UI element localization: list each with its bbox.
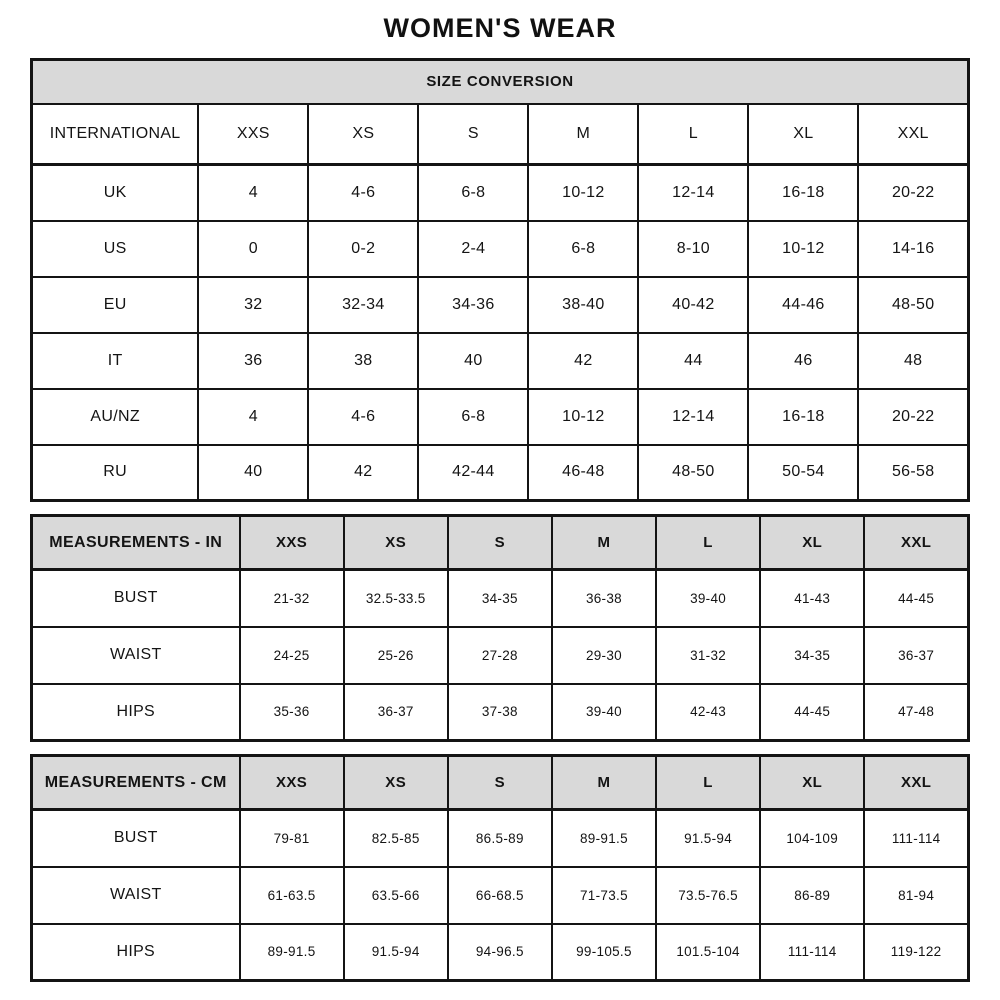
value-cell: 104-109 — [760, 810, 864, 867]
value-cell: 32 — [198, 277, 308, 333]
value-cell: 44-45 — [760, 684, 864, 741]
table-row — [32, 221, 969, 277]
table-row — [32, 627, 969, 684]
value-cell: 10-12 — [748, 221, 858, 277]
table-row — [32, 570, 969, 627]
value-cell: 40 — [198, 445, 308, 501]
page-title: WOMEN'S WEAR — [383, 13, 617, 43]
table-banner: SIZE CONVERSION — [32, 60, 969, 104]
row-label-cell: US — [32, 221, 199, 277]
value-cell: 36-37 — [344, 684, 448, 741]
value-cell: 82.5-85 — [344, 810, 448, 867]
size-conversion-table — [30, 58, 970, 502]
column-header-cell: XXS — [240, 756, 344, 810]
column-header-cell: S — [448, 756, 552, 810]
value-cell: 8-10 — [638, 221, 748, 277]
value-cell: 40-42 — [638, 277, 748, 333]
value-cell: 6-8 — [418, 389, 528, 445]
value-cell: 37-38 — [448, 684, 552, 741]
value-cell: 12-14 — [638, 165, 748, 221]
value-cell: 40 — [418, 333, 528, 389]
value-cell: 71-73.5 — [552, 867, 656, 924]
value-cell: 119-122 — [864, 924, 968, 981]
value-cell: 25-26 — [344, 627, 448, 684]
value-cell: 10-12 — [528, 389, 638, 445]
value-cell: 111-114 — [760, 924, 864, 981]
column-header-cell: XXS — [240, 516, 344, 570]
value-cell: 48-50 — [858, 277, 968, 333]
column-header-cell: XL — [748, 104, 858, 165]
column-header-cell: XS — [344, 756, 448, 810]
column-header-cell: S — [418, 104, 528, 165]
value-cell: 36-37 — [864, 627, 968, 684]
column-header-cell: L — [638, 104, 748, 165]
value-cell: 42-44 — [418, 445, 528, 501]
value-cell: 0 — [198, 221, 308, 277]
value-cell: 50-54 — [748, 445, 858, 501]
column-header-cell: XL — [760, 756, 864, 810]
value-cell: 16-18 — [748, 165, 858, 221]
value-cell: 29-30 — [552, 627, 656, 684]
row-label-cell: WAIST — [32, 867, 240, 924]
column-header-cell: M — [552, 756, 656, 810]
value-cell: 6-8 — [528, 221, 638, 277]
value-cell: 79-81 — [240, 810, 344, 867]
row-label-cell: WAIST — [32, 627, 240, 684]
value-cell: 4 — [198, 389, 308, 445]
table-banner-row — [32, 60, 969, 104]
value-cell: 20-22 — [858, 165, 968, 221]
row-label-cell: UK — [32, 165, 199, 221]
table-row — [32, 684, 969, 741]
value-cell: 46-48 — [528, 445, 638, 501]
value-cell: 63.5-66 — [344, 867, 448, 924]
measurements-cm-table — [30, 754, 970, 982]
value-cell: 47-48 — [864, 684, 968, 741]
table-row — [32, 445, 969, 501]
value-cell: 61-63.5 — [240, 867, 344, 924]
value-cell: 86-89 — [760, 867, 864, 924]
column-header-cell: XXS — [198, 104, 308, 165]
column-header-cell: L — [656, 756, 760, 810]
value-cell: 12-14 — [638, 389, 748, 445]
column-header-cell: XXL — [858, 104, 968, 165]
value-cell: 32-34 — [308, 277, 418, 333]
column-header-cell: XXL — [864, 756, 968, 810]
value-cell: 24-25 — [240, 627, 344, 684]
value-cell: 36 — [198, 333, 308, 389]
value-cell: 44 — [638, 333, 748, 389]
value-cell: 89-91.5 — [240, 924, 344, 981]
row-label-cell: AU/NZ — [32, 389, 199, 445]
table-row — [32, 333, 969, 389]
value-cell: 46 — [748, 333, 858, 389]
value-cell: 41-43 — [760, 570, 864, 627]
value-cell: 32.5-33.5 — [344, 570, 448, 627]
column-header-row — [32, 756, 969, 810]
value-cell: 35-36 — [240, 684, 344, 741]
value-cell: 42 — [528, 333, 638, 389]
column-header-cell: XS — [308, 104, 418, 165]
value-cell: 34-35 — [448, 570, 552, 627]
value-cell: 91.5-94 — [344, 924, 448, 981]
value-cell: 21-32 — [240, 570, 344, 627]
row-label-cell: HIPS — [32, 684, 240, 741]
value-cell: 48 — [858, 333, 968, 389]
column-header-cell: XL — [760, 516, 864, 570]
value-cell: 38 — [308, 333, 418, 389]
value-cell: 20-22 — [858, 389, 968, 445]
value-cell: 73.5-76.5 — [656, 867, 760, 924]
value-cell: 42-43 — [656, 684, 760, 741]
value-cell: 4 — [198, 165, 308, 221]
table-row — [32, 810, 969, 867]
table-title-cell: MEASUREMENTS - IN — [32, 516, 240, 570]
value-cell: 34-35 — [760, 627, 864, 684]
value-cell: 94-96.5 — [448, 924, 552, 981]
value-cell: 86.5-89 — [448, 810, 552, 867]
value-cell: 34-36 — [418, 277, 528, 333]
value-cell: 56-58 — [858, 445, 968, 501]
column-header-cell: L — [656, 516, 760, 570]
column-header-row — [32, 104, 969, 165]
column-header-cell: XS — [344, 516, 448, 570]
value-cell: 2-4 — [418, 221, 528, 277]
row-label-cell: HIPS — [32, 924, 240, 981]
value-cell: 44-45 — [864, 570, 968, 627]
column-header-cell: XXL — [864, 516, 968, 570]
value-cell: 6-8 — [418, 165, 528, 221]
column-header-cell: S — [448, 516, 552, 570]
row-label-cell: BUST — [32, 570, 240, 627]
value-cell: 101.5-104 — [656, 924, 760, 981]
column-header-cell: M — [528, 104, 638, 165]
table-row — [32, 924, 969, 981]
value-cell: 14-16 — [858, 221, 968, 277]
value-cell: 99-105.5 — [552, 924, 656, 981]
value-cell: 31-32 — [656, 627, 760, 684]
row-label-cell: BUST — [32, 810, 240, 867]
column-header-cell: M — [552, 516, 656, 570]
table-row — [32, 867, 969, 924]
column-header-row — [32, 516, 969, 570]
value-cell: 16-18 — [748, 389, 858, 445]
table-row — [32, 165, 969, 221]
value-cell: 4-6 — [308, 389, 418, 445]
value-cell: 48-50 — [638, 445, 748, 501]
value-cell: 38-40 — [528, 277, 638, 333]
row-label-cell: IT — [32, 333, 199, 389]
value-cell: 111-114 — [864, 810, 968, 867]
column-header-cell: INTERNATIONAL — [32, 104, 199, 165]
value-cell: 91.5-94 — [656, 810, 760, 867]
table-title-cell: MEASUREMENTS - CM — [32, 756, 240, 810]
value-cell: 81-94 — [864, 867, 968, 924]
value-cell: 66-68.5 — [448, 867, 552, 924]
value-cell: 89-91.5 — [552, 810, 656, 867]
table-row — [32, 277, 969, 333]
value-cell: 27-28 — [448, 627, 552, 684]
value-cell: 39-40 — [552, 684, 656, 741]
table-row — [32, 389, 969, 445]
value-cell: 4-6 — [308, 165, 418, 221]
value-cell: 42 — [308, 445, 418, 501]
value-cell: 10-12 — [528, 165, 638, 221]
value-cell: 36-38 — [552, 570, 656, 627]
value-cell: 44-46 — [748, 277, 858, 333]
value-cell: 0-2 — [308, 221, 418, 277]
measurements-in-table — [30, 514, 970, 742]
row-label-cell: EU — [32, 277, 199, 333]
row-label-cell: RU — [32, 445, 199, 501]
value-cell: 39-40 — [656, 570, 760, 627]
